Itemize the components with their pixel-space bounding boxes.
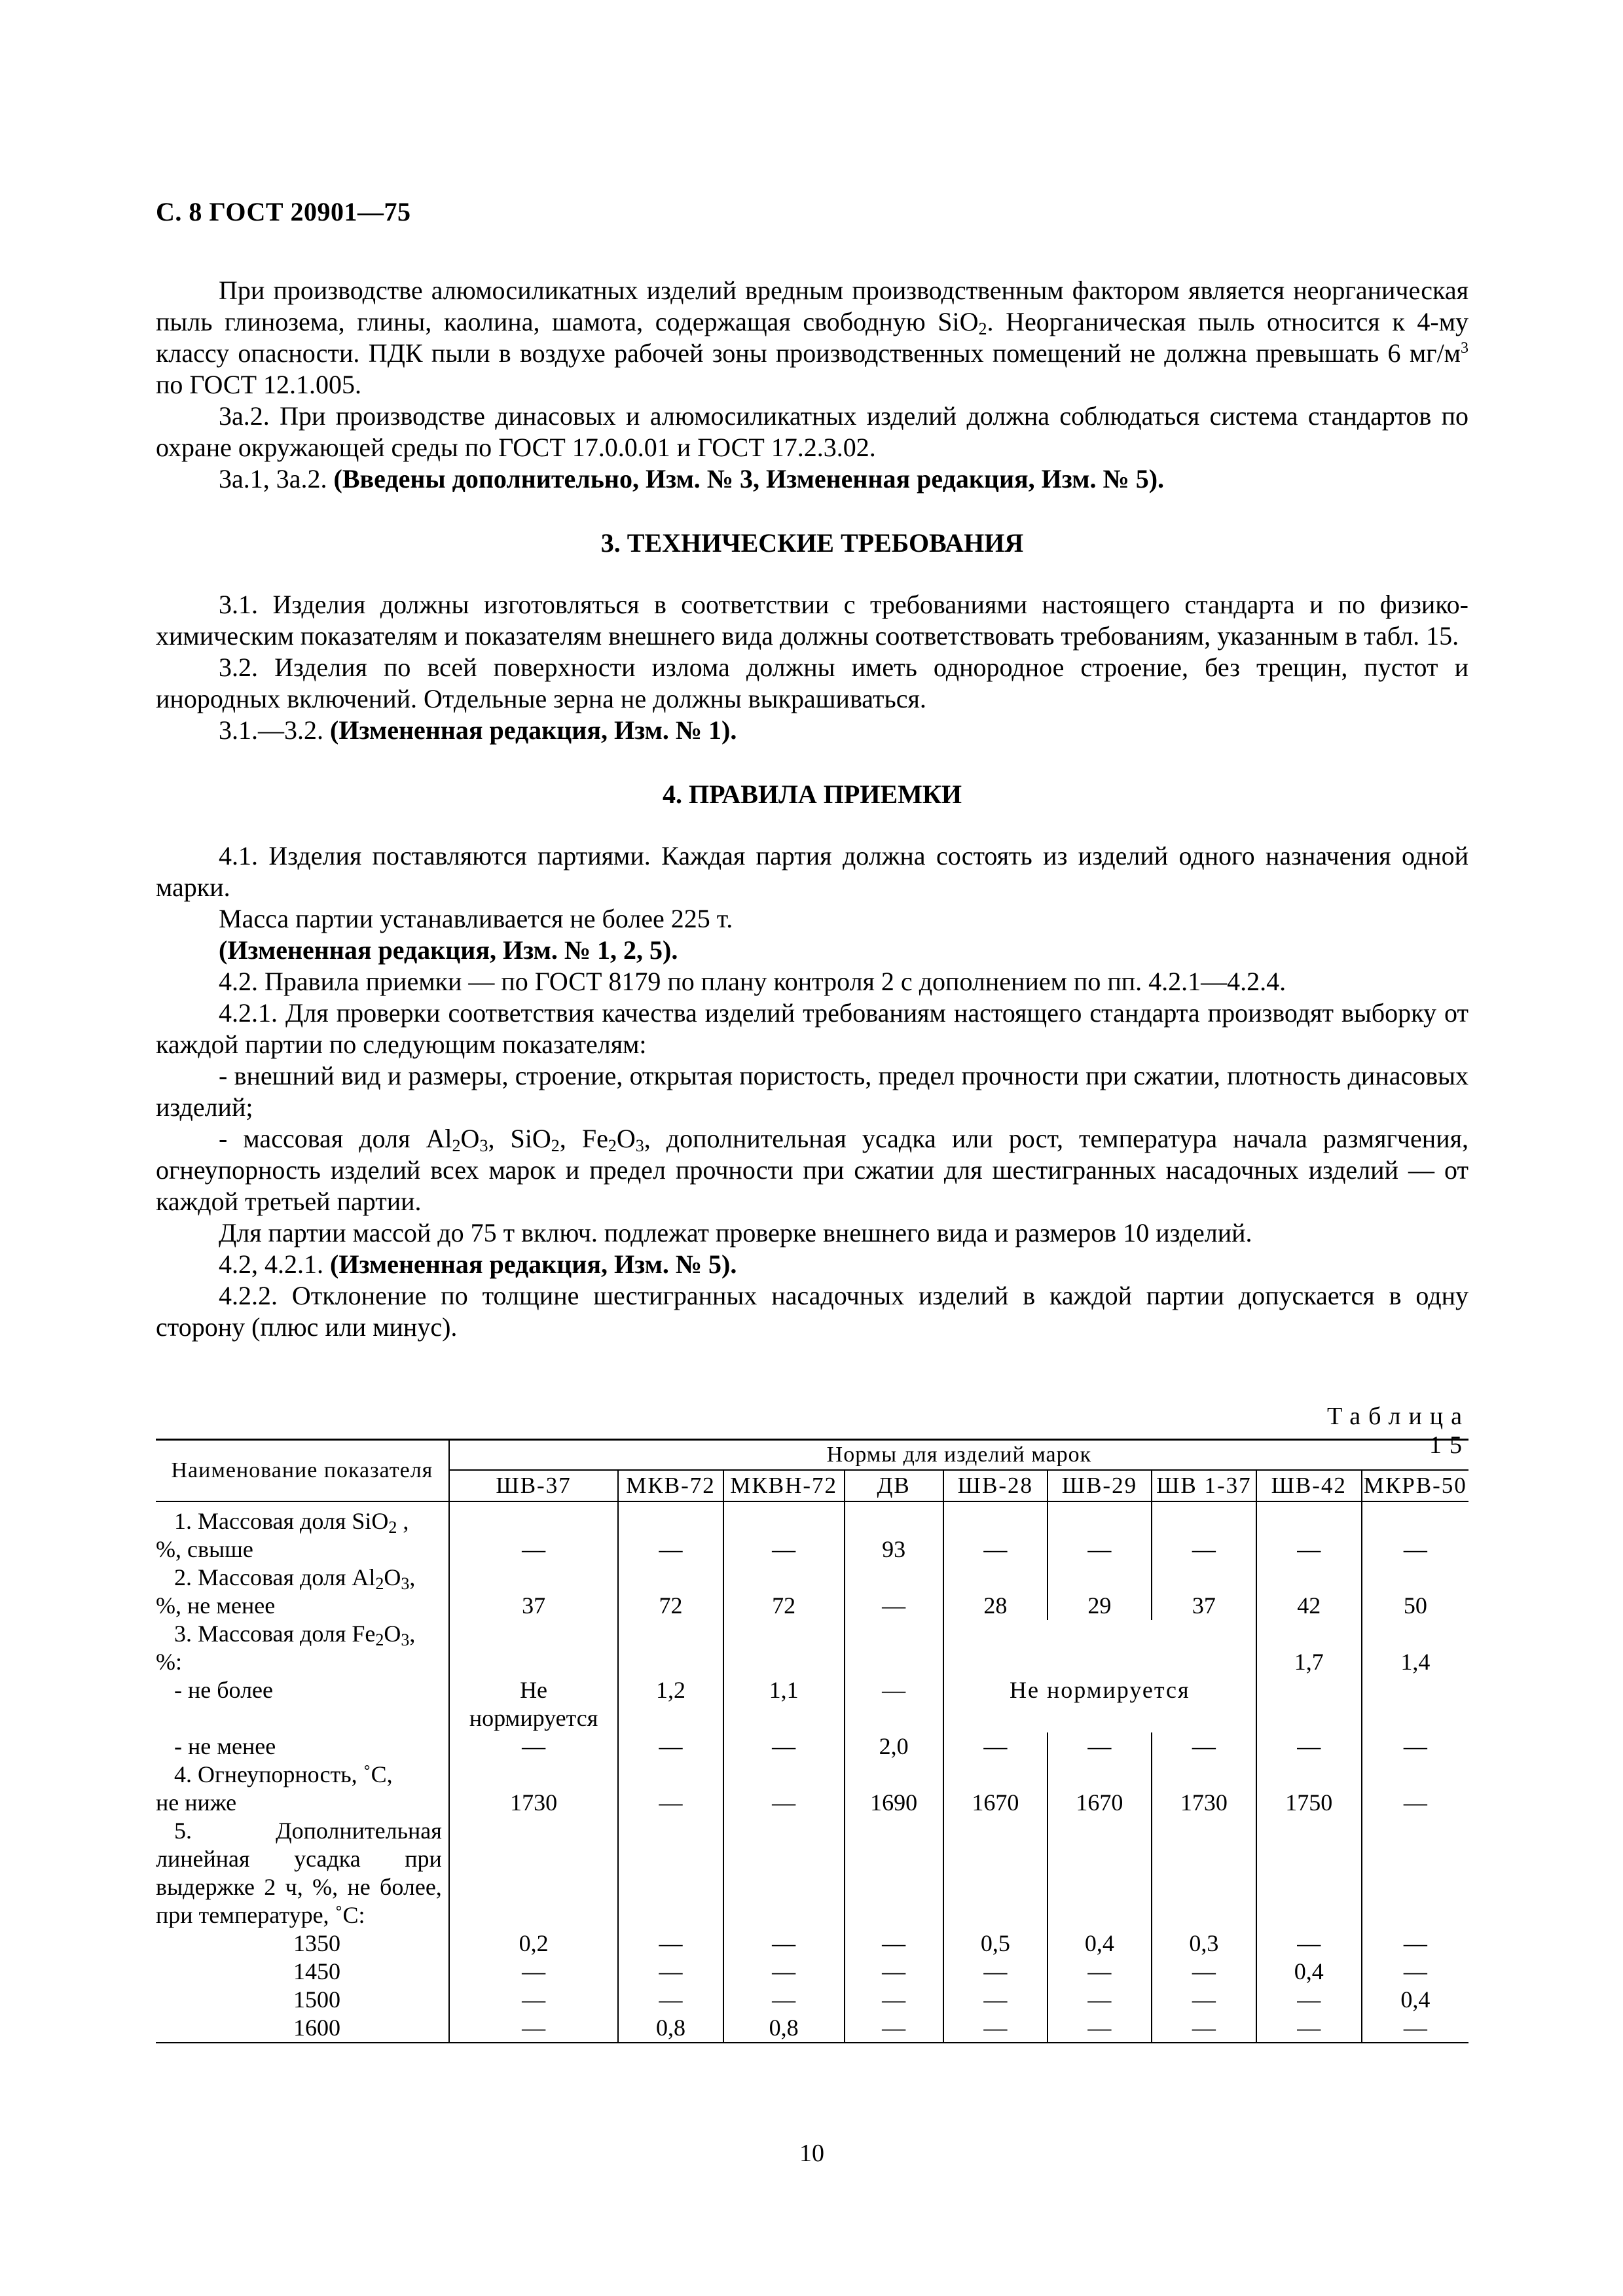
row-label-temperature: 1600 xyxy=(156,2014,449,2043)
table-header-mark: ШВ-37 xyxy=(449,1470,619,1501)
row-label-al2o3: 2. Массовая доля $Al_2O_3$, %, не менее xyxy=(156,1564,449,1620)
table-cell: — xyxy=(1256,1929,1362,1958)
table-label: Таблица 15 xyxy=(1326,1403,1470,1459)
table-cell: 0,4 xyxy=(1048,1929,1152,1958)
table-cell: — xyxy=(618,1761,723,1817)
row-label-fe2o3: 3. Массовая доля $Fe_2O_3$, %: xyxy=(156,1620,449,1676)
table-cell: — xyxy=(1403,1789,1427,1816)
table-cell: 0,2 xyxy=(449,1929,619,1958)
document-body xyxy=(156,275,1468,1343)
table-cell: 37 xyxy=(1152,1564,1256,1620)
table-cell: — xyxy=(1403,1930,1427,1956)
table-cell: 0,8 xyxy=(618,2014,723,2043)
table-cell: 1730 xyxy=(1152,1761,1256,1817)
page-header: С. 8 ГОСТ 20901—75 xyxy=(156,197,411,226)
row-label-shrinkage: 5. Дополнительная линейная усадка при выдержке 2 ч, %, не более, при температуре, ˚С: xyxy=(156,1817,449,1929)
paragraph-4-2: 4.2. Правила приемки — по ГОСТ 8179 по плану контроля 2 с дополнением по пп. 4.2.1—4.2.4. xyxy=(219,967,1286,996)
table-cell: 1670 xyxy=(1048,1761,1152,1817)
table-cell: 1,1 xyxy=(723,1676,845,1732)
table-header-mark: ШВ 1-37 xyxy=(1152,1470,1256,1501)
table-header-mark: ШВ-42 xyxy=(1256,1470,1362,1501)
table-cell: — xyxy=(449,1732,619,1761)
table-header-mark: МКРВ-50 xyxy=(1362,1470,1468,1501)
paragraph-3a1-note: 3а.1, 3а.2. (Введены дополнительно, Изм. № 3, Измененная редакция, Изм. № 5). xyxy=(219,464,1165,493)
table-cell: — xyxy=(943,2014,1048,2043)
table-cell: — xyxy=(1048,1501,1152,1564)
table-row xyxy=(156,1501,1468,1564)
paragraph-3-1: 3.1. Изделия должны изготовляться в соответствии с требованиями настоящего стандарта и по физико-химическим показателям и показателям внешнего вида должны соответствовать требованиям, указанным в табл. 15. xyxy=(156,590,1468,651)
table-cell: — xyxy=(449,1958,619,1986)
section-3-title: 3. ТЕХНИЧЕСКИЕ ТРЕБОВАНИЯ xyxy=(600,528,1024,558)
table-cell: — xyxy=(618,1958,723,1986)
table-cell: Не нормируется xyxy=(449,1676,619,1732)
table-cell: — xyxy=(1403,1733,1427,1759)
table-cell: — xyxy=(449,1986,619,2014)
table-cell: — xyxy=(1152,1732,1256,1761)
table-cell: — xyxy=(1152,1501,1256,1564)
row-label-max: - не более xyxy=(156,1676,449,1732)
table-header-name: Наименование показателя xyxy=(156,1440,449,1502)
table-row xyxy=(156,1986,1468,2014)
paragraph-harmful-factor: При производстве алюмосиликатных изделий вредным производственным фактором является неорганическая пыль глинозема, глины, каолина, шамота, содержащая свободную SiO$_2$. Неорганическая пыль относится к 4-му классу опасности. ПДК пыли в воздухе рабочей зоны производственных помещений не должна превышать 6 $мг/м^3$ по ГОСТ 12.1.005. xyxy=(156,276,1469,399)
table-cell: — xyxy=(1403,1536,1427,1562)
table-cell: 0,8 xyxy=(723,2014,845,2043)
table-cell-span: Не нормируется xyxy=(943,1676,1256,1732)
table-cell: — xyxy=(1048,1732,1152,1761)
table-row xyxy=(156,1620,1468,1676)
table-cell: 28 xyxy=(943,1564,1048,1620)
table-cell: — xyxy=(943,1986,1048,2014)
paragraph-4-2-2: 4.2.2. Отклонение по толщине шестигранных насадочных изделий в каждой партии допускается в одну сторону (плюс или минус). xyxy=(156,1281,1468,1342)
row-label-temperature: 1350 xyxy=(156,1929,449,1958)
paragraph-4-1-mass: Масса партии устанавливается не более 225 т. xyxy=(219,904,733,933)
table-cell: — xyxy=(1256,1501,1362,1564)
table-cell: — xyxy=(845,1676,943,1732)
table-cell: — xyxy=(1048,1958,1152,1986)
table-row xyxy=(156,2014,1468,2043)
table-15 xyxy=(156,1439,1468,2043)
table-header-mark: ШВ-29 xyxy=(1048,1470,1152,1501)
table-cell: — xyxy=(618,1929,723,1958)
paragraph-4-2-1-sample: Для партии массой до 75 т включ. подлежат проверке внешнего вида и размеров 10 изделий. xyxy=(219,1218,1252,1247)
paragraph-4-2-1: 4.2.1. Для проверки соответствия качества изделий требованиям настоящего стандарта производят выборку от каждой партии по следующим показателям: xyxy=(156,998,1468,1059)
table-cell: — xyxy=(1362,2014,1468,2043)
table-cell: 93 xyxy=(845,1501,943,1564)
table-cell: — xyxy=(618,1501,723,1564)
table-cell: 0,4 xyxy=(1400,1986,1431,2013)
table-cell: — xyxy=(723,1929,845,1958)
paragraph-4-1: 4.1. Изделия поставляются партиями. Каждая партия должна состоять из изделий одного назначения одной марки. xyxy=(156,841,1468,902)
table-cell: 72 xyxy=(723,1564,845,1620)
paragraph-4-2-1-list-2: - массовая доля $Al_2O_3$, SiO$_2$, $Fe_2O_3$, дополнительная усадка или рост, температура начала размягчения, огнеупорность изделий всех марок и предел прочности при сжатии для шестигранных насадочных изделий — от каждой третьей партии. xyxy=(156,1124,1468,1216)
table-cell: — xyxy=(449,1501,619,1564)
table-header-group: Нормы для изделий марок xyxy=(449,1440,1468,1471)
table-row xyxy=(156,1676,1468,1732)
table-cell: 0,3 xyxy=(1152,1929,1256,1958)
table-cell: 1,2 xyxy=(618,1676,723,1732)
table-row xyxy=(156,1732,1468,1761)
paragraph-4-2-1-list-1: - внешний вид и размеры, строение, открытая пористость, предел прочности при сжатии, плотность динасовых изделий; xyxy=(156,1061,1468,1122)
table-row xyxy=(156,1958,1468,1986)
table-header-mark: ШВ-28 xyxy=(943,1470,1048,1501)
table-row xyxy=(156,1564,1468,1620)
table-cell: — xyxy=(845,1986,943,2014)
table-cell: — xyxy=(618,1732,723,1761)
table-header-mark: ДВ xyxy=(845,1470,943,1501)
table-cell: — xyxy=(1256,1986,1362,2014)
table-cell: — xyxy=(723,1732,845,1761)
table-cell: 1730 xyxy=(449,1761,619,1817)
page-number: 10 xyxy=(799,2140,824,2167)
table-cell: 37 xyxy=(449,1564,619,1620)
paragraph-3-2: 3.2. Изделия по всей поверхности излома должны иметь однородное строение, без трещин, пустот и инородных включений. Отдельные зерна не должны выкрашиваться. xyxy=(156,653,1468,713)
table-cell: — xyxy=(723,1501,845,1564)
table-cell: 1690 xyxy=(845,1761,943,1817)
row-label-sio2: 1. Массовая доля SiO$_2$ , %, свыше xyxy=(156,1501,449,1564)
table-cell: 0,4 xyxy=(1256,1958,1362,1986)
table-header-mark: МКВН-72 xyxy=(723,1470,845,1501)
table-cell: — xyxy=(1256,1732,1362,1761)
table-cell: — xyxy=(449,2014,619,2043)
table-cell: — xyxy=(943,1958,1048,1986)
table-cell: — xyxy=(1048,2014,1152,2043)
table-cell: 1750 xyxy=(1256,1761,1362,1817)
paragraph-4-2-note: 4.2, 4.2.1. (Измененная редакция, Изм. № 5). xyxy=(219,1249,737,1279)
paragraph-3-note: 3.1.—3.2. (Измененная редакция, Изм. № 1). xyxy=(219,715,737,745)
table-cell: — xyxy=(1152,1986,1256,2014)
table-cell: — xyxy=(1152,1958,1256,1986)
table-cell: — xyxy=(1048,1986,1152,2014)
table-cell: — xyxy=(1403,1958,1427,1984)
table-cell: 1,7 xyxy=(1256,1620,1362,1676)
table-cell: — xyxy=(723,1986,845,2014)
table-cell: — xyxy=(618,1986,723,2014)
table-cell: — xyxy=(1152,2014,1256,2043)
row-label-refractoriness: 4. Огнеупорность, ˚С, не ниже xyxy=(156,1761,449,1817)
row-label-min: - не менее xyxy=(156,1732,449,1761)
paragraph-3a2: 3а.2. При производстве динасовых и алюмосиликатных изделий должна соблюдаться система стандартов по охране окружающей среды по ГОСТ 17.0.0.01 и ГОСТ 17.2.3.02. xyxy=(156,401,1468,462)
table-cell: — xyxy=(943,1501,1048,1564)
table-cell: — xyxy=(723,1761,845,1817)
table-row xyxy=(156,1817,1468,1929)
table-cell: 42 xyxy=(1256,1564,1362,1620)
table-header-mark: МКВ-72 xyxy=(618,1470,723,1501)
table-cell: — xyxy=(943,1732,1048,1761)
table-cell: 50 xyxy=(1403,1592,1427,1619)
table-cell: — xyxy=(845,1958,943,1986)
table-row xyxy=(156,1929,1468,1958)
row-label-temperature: 1450 xyxy=(156,1958,449,1986)
row-label-temperature: 1500 xyxy=(156,1986,449,2014)
table-cell: 72 xyxy=(618,1564,723,1620)
paragraph-4-1-note: (Измененная редакция, Изм. № 1, 2, 5). xyxy=(219,935,678,965)
table-cell: — xyxy=(845,1564,943,1620)
table-cell: 1670 xyxy=(943,1761,1048,1817)
table-cell: — xyxy=(845,1929,943,1958)
table-cell: 1,4 xyxy=(1400,1649,1431,1675)
table-cell: — xyxy=(723,1958,845,1986)
table-cell: 0,5 xyxy=(943,1929,1048,1958)
section-4-title: 4. ПРАВИЛА ПРИЕМКИ xyxy=(662,780,962,809)
table-cell: 29 xyxy=(1048,1564,1152,1620)
table-cell: — xyxy=(845,2014,943,2043)
table-cell: — xyxy=(1256,2014,1362,2043)
table-cell: 2,0 xyxy=(845,1732,943,1761)
table-row xyxy=(156,1761,1468,1817)
